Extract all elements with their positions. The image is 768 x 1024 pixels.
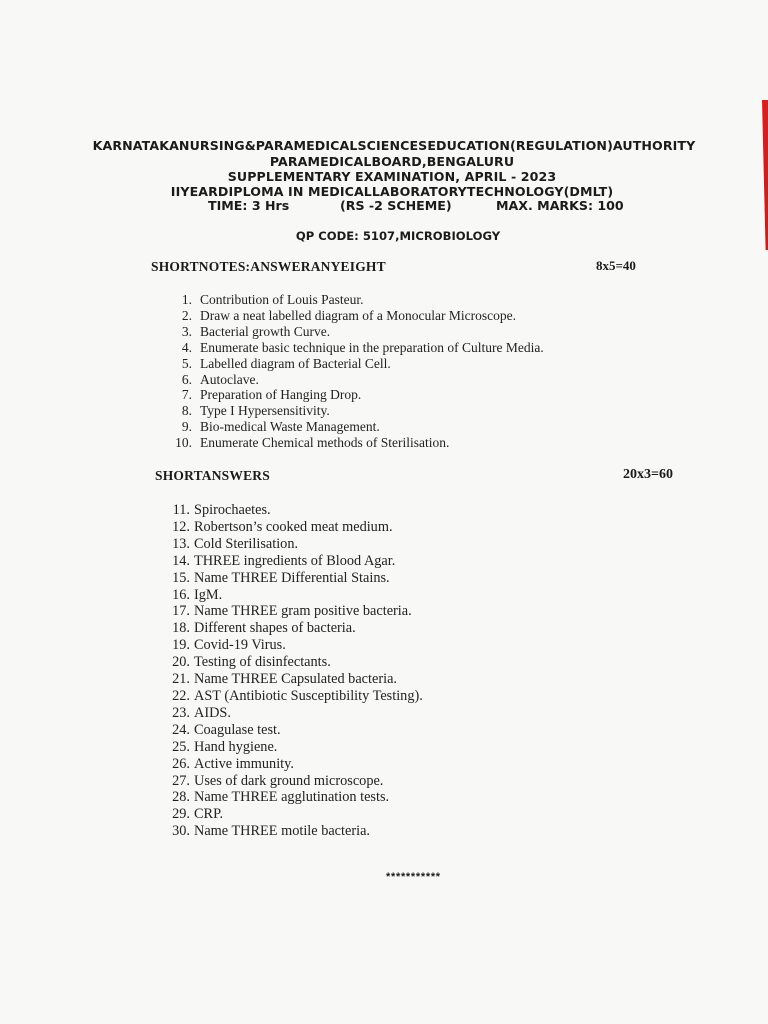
list-item <box>171 372 544 388</box>
question-number: 11. <box>172 502 190 518</box>
section-marks-short-answers: 20x3=60 <box>623 467 673 482</box>
qp-code: QP CODE: 5107,MICROBIOLOGY <box>295 229 501 243</box>
list-item <box>171 654 423 671</box>
list-item <box>171 806 423 823</box>
question-text: Contribution of Louis Pasteur. <box>200 292 364 307</box>
question-number: 28. <box>172 789 190 806</box>
question-number: 19. <box>172 637 190 654</box>
question-text: THREE ingredients of Blood Agar. <box>194 552 396 569</box>
board-name: PARAMEDICALBOARD,BENGALURU <box>269 154 515 169</box>
question-text: Type I Hypersensitivity. <box>200 403 330 419</box>
question-text: Robertson’s cooked meat medium. <box>194 518 393 535</box>
section-title-short-answers: SHORTANSWERS <box>155 468 270 483</box>
question-text: Name THREE Capsulated bacteria. <box>194 671 397 688</box>
list-item <box>171 502 423 519</box>
section-marks-short-notes: 8x5=40 <box>596 258 636 273</box>
question-text: Draw a neat labelled diagram of a Monocular Microscope. <box>200 307 516 323</box>
course-title: IIYEARDIPLOMA IN MEDICALLABORATORYTECHNOLOGY(DMLT) <box>170 184 614 199</box>
question-text: Enumerate Chemical methods of Sterilisation. <box>200 435 450 451</box>
question-text: Autoclave. <box>200 371 259 387</box>
list-item <box>171 435 544 451</box>
list-item <box>171 519 423 536</box>
question-number: 13. <box>172 535 190 552</box>
question-number: 16. <box>172 586 190 603</box>
question-text: Hand hygiene. <box>194 738 278 755</box>
question-text: Preparation of Hanging Drop. <box>200 387 362 403</box>
question-text: Name THREE Differential Stains. <box>194 569 390 586</box>
exam-title: SUPPLEMENTARY EXAMINATION, APRIL - 2023 <box>227 169 557 184</box>
question-number: 9. <box>181 419 192 435</box>
question-text: Cold Sterilisation. <box>194 535 299 552</box>
question-number: 24. <box>172 721 190 738</box>
question-number: 20. <box>172 654 190 671</box>
question-text: Name THREE motile bacteria. <box>194 823 371 840</box>
question-number: 27. <box>172 772 190 789</box>
list-item <box>171 292 544 308</box>
question-number: 10. <box>175 435 192 451</box>
question-text: Labelled diagram of Bacterial Cell. <box>200 355 391 371</box>
list-item <box>171 789 423 806</box>
list-item <box>171 620 423 637</box>
section-title-short-notes: SHORTNOTES:ANSWERANYEIGHT <box>151 259 386 274</box>
question-text: Spirochaetes. <box>194 502 271 518</box>
list-item <box>171 722 423 739</box>
question-number: 22. <box>172 687 190 704</box>
list-item <box>171 739 423 756</box>
question-number: 4. <box>181 339 192 355</box>
list-item <box>171 671 423 688</box>
list-item <box>171 403 544 419</box>
question-text: Coagulase test. <box>194 721 281 738</box>
question-text: Active immunity. <box>194 755 294 772</box>
list-item <box>171 637 423 654</box>
short-answers-list <box>171 502 423 840</box>
end-of-paper-stars: *********** <box>386 871 441 883</box>
question-text: Name THREE gram positive bacteria. <box>194 603 412 620</box>
list-item <box>171 587 423 604</box>
list-item <box>171 553 423 570</box>
list-item <box>171 688 423 705</box>
list-item <box>171 324 544 340</box>
list-item <box>171 536 423 553</box>
max-marks: MAX. MARKS: 100 <box>496 198 624 213</box>
question-text: Bacterial growth Curve. <box>200 323 331 339</box>
question-number: 5. <box>181 355 192 371</box>
question-number: 18. <box>172 620 190 637</box>
question-number: 7. <box>181 387 192 403</box>
list-item <box>171 773 423 790</box>
question-text: Uses of dark ground microscope. <box>194 772 384 789</box>
exam-time: TIME: 3 Hrs <box>208 198 290 213</box>
list-item <box>171 603 423 620</box>
question-text: Different shapes of bacteria. <box>194 620 356 637</box>
exam-meta-row <box>0 198 768 214</box>
short-notes-list <box>171 292 544 451</box>
question-number: 6. <box>181 371 192 387</box>
question-number: 3. <box>181 323 192 339</box>
question-text: Bio-medical Waste Management. <box>200 419 380 435</box>
authority-name: KARNATAKANURSING&PARAMEDICALSCIENCESEDUCATION(REGULATION)AUTHORITY <box>92 138 696 153</box>
question-number: 8. <box>181 403 192 419</box>
question-text: Testing of disinfectants. <box>194 654 331 671</box>
question-number: 2. <box>181 307 192 323</box>
question-text: Enumerate basic technique in the preparation of Culture Media. <box>200 339 544 355</box>
question-text: Covid-19 Virus. <box>194 637 286 654</box>
question-number: 17. <box>172 603 190 620</box>
list-item <box>171 705 423 722</box>
question-text: AST (Antibiotic Susceptibility Testing). <box>194 687 423 704</box>
question-number: 1. <box>181 292 192 307</box>
question-number: 23. <box>172 704 190 721</box>
question-text: Name THREE agglutination tests. <box>194 789 390 806</box>
question-number: 15. <box>172 569 190 586</box>
question-number: 26. <box>172 755 190 772</box>
question-number: 12. <box>172 518 190 535</box>
list-item <box>171 823 423 840</box>
question-text: AIDS. <box>194 704 231 721</box>
list-item <box>171 419 544 435</box>
list-item <box>171 340 544 356</box>
list-item <box>171 570 423 587</box>
question-text: CRP. <box>194 806 224 823</box>
list-item <box>171 756 423 773</box>
question-number: 30. <box>172 823 190 840</box>
list-item <box>171 308 544 324</box>
question-number: 29. <box>172 806 190 823</box>
exam-scheme: (RS -2 SCHEME) <box>340 198 452 213</box>
list-item <box>171 356 544 372</box>
question-number: 14. <box>172 552 190 569</box>
list-item <box>171 387 544 403</box>
question-text: IgM. <box>194 586 223 603</box>
question-number: 25. <box>172 738 190 755</box>
question-number: 21. <box>172 671 190 688</box>
